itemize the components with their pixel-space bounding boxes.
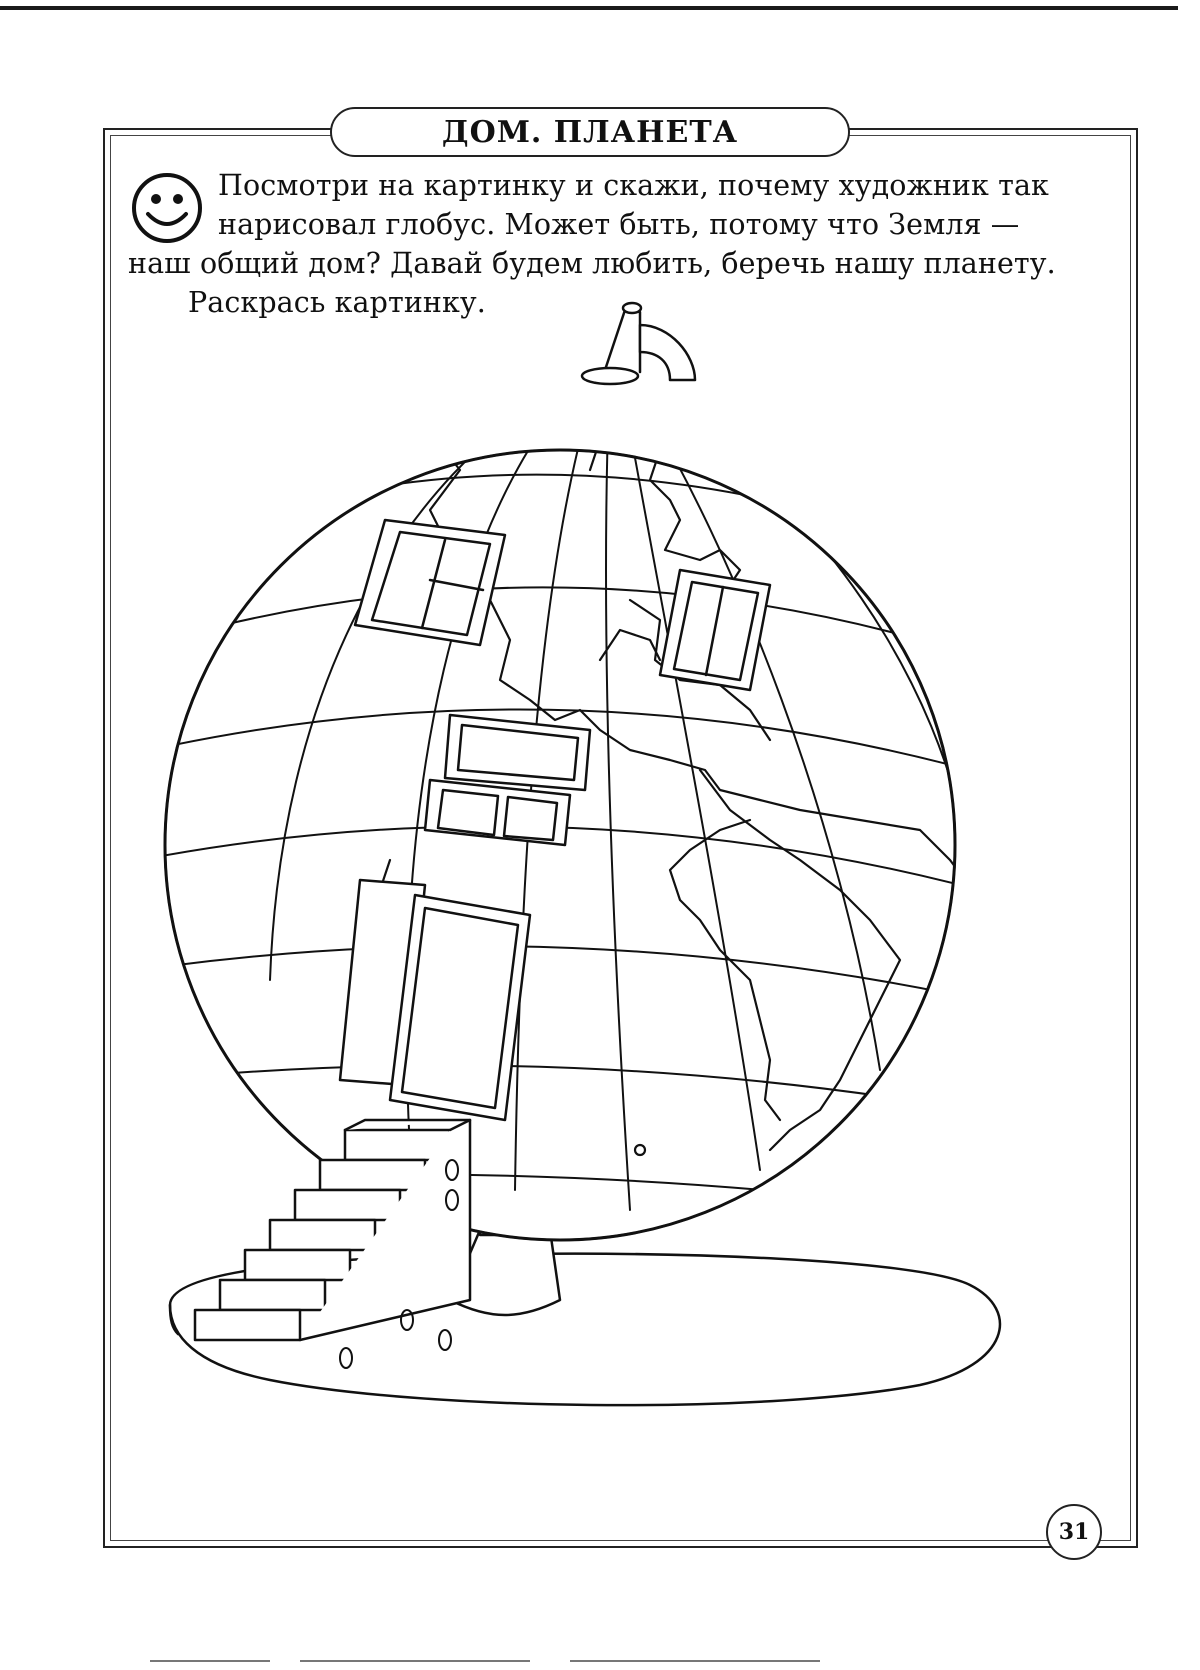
bottom-rule bbox=[570, 1660, 820, 1662]
top-rule bbox=[0, 6, 1178, 10]
instruction-text: Посмотри на картинку и скажи, почему художник так нарисовал глобус. Может быть, потому что Земля — наш общий дом? Давай будем любить, беречь нашу планету. bbox=[128, 169, 1056, 280]
bottom-rule bbox=[150, 1660, 270, 1662]
page-number: 31 bbox=[1058, 1519, 1090, 1545]
page-title: ДОМ. ПЛАНЕТА bbox=[441, 114, 739, 150]
coloring-task-text: Раскрась картинку. bbox=[188, 286, 486, 319]
globe-axis-top bbox=[582, 303, 695, 384]
instruction-block bbox=[128, 166, 1063, 322]
bottom-rule bbox=[300, 1660, 530, 1662]
globe-house-icon bbox=[160, 300, 1060, 1530]
title-banner bbox=[330, 107, 850, 157]
house-window-upper-right bbox=[660, 570, 770, 690]
page-number-badge bbox=[1046, 1504, 1102, 1560]
